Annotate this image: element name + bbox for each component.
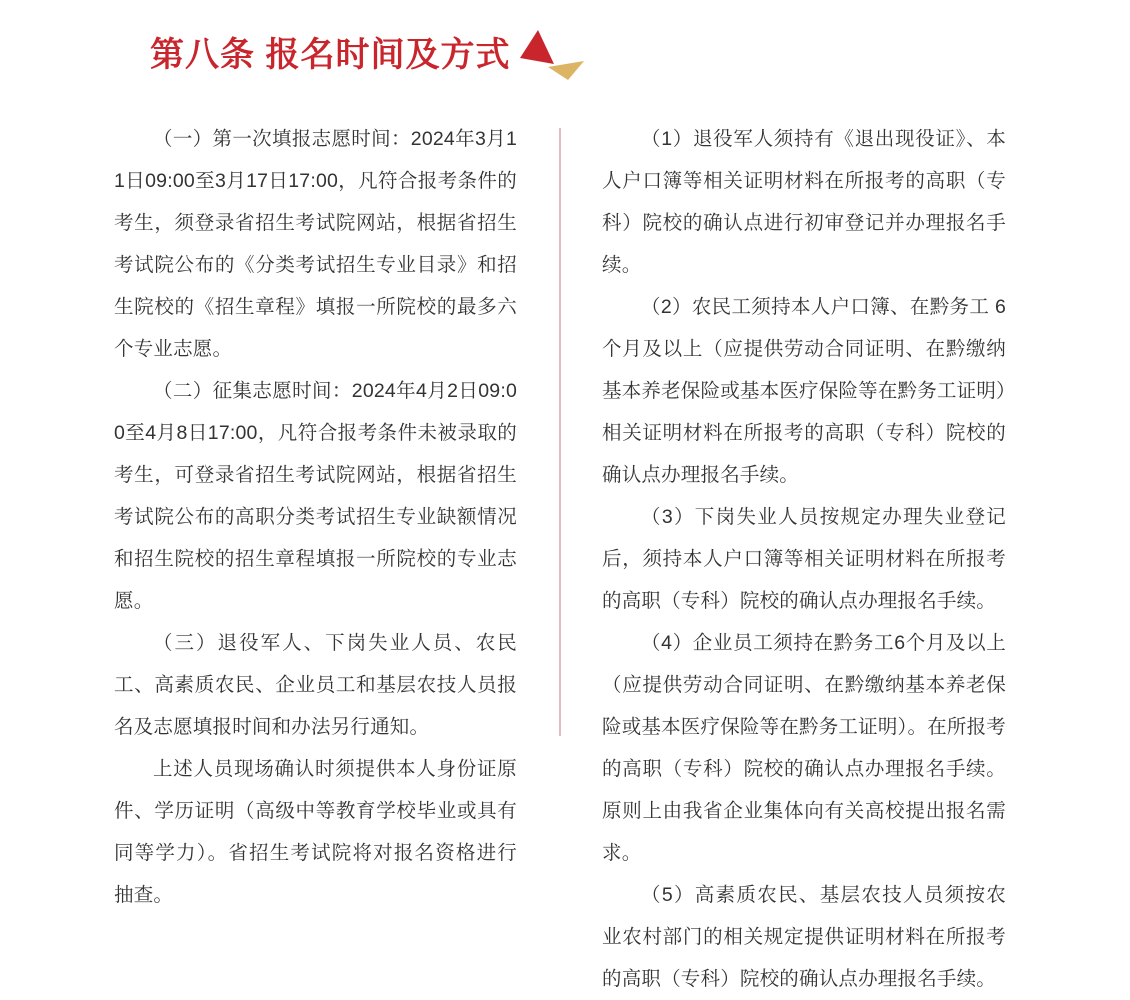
- double-triangle-ornament-icon: [512, 28, 598, 82]
- paragraph: （二）征集志愿时间：2024年4月2日09:00至4月8日17:00，凡符合报考条件未被录取的考生，可登录省招生考试院网站，根据省招生考试院公布的高职分类考试招生专业缺额情况和招生院校的招生章程填报一所院校的专业志愿。: [114, 380, 517, 612]
- paragraph: （3）下岗失业人员按规定办理失业登记后，须持本人户口簿等相关证明材料在所报考的高职（专科）院校的确认点办理报名手续。: [602, 506, 1006, 612]
- paragraph: （三）退役军人、下岗失业人员、农民工、高素质农民、企业员工和基层农技人员报名及志愿填报时间和办法另行通知。: [114, 632, 517, 738]
- column-divider: [559, 128, 561, 736]
- document-header: [0, 0, 1130, 110]
- paragraph: 上述人员现场确认时须提供本人身份证原件、学历证明（高级中等教育学校毕业或具有同等学力）。省招生考试院将对报名资格进行抽查。: [114, 758, 517, 906]
- page-title: 第八条 报名时间及方式: [150, 36, 511, 74]
- paragraph: （1）退役军人须持有《退出现役证》、本人户口簿等相关证明材料在所报考的高职（专科）院校的确认点进行初审登记并办理报名手续。: [602, 128, 1006, 276]
- left-text-column: [114, 118, 517, 916]
- paragraph: （5）高素质农民、基层农技人员须按农业农村部门的相关规定提供证明材料在所报考的高职（专科）院校的确认点办理报名手续。: [602, 884, 1006, 990]
- right-text-column: [602, 118, 1006, 1000]
- paragraph: （一）第一次填报志愿时间：2024年3月11日09:00至3月17日17:00，凡符合报考条件的考生，须登录省招生考试院网站，根据省招生考试院公布的《分类考试招生专业目录》和招生院校的《招生章程》填报一所院校的最多六个专业志愿。: [114, 128, 517, 360]
- paragraph: （2）农民工须持本人户口簿、在黔务工 6 个月及以上（应提供劳动合同证明、在黔缴纳基本养老保险或基本医疗保险等在黔务工证明）相关证明材料在所报考的高职（专科）院校的确认点办理报名手续。: [602, 296, 1006, 486]
- paragraph: （4）企业员工须持在黔务工6个月及以上（应提供劳动合同证明、在黔缴纳基本养老保险或基本医疗保险等在黔务工证明）。在所报考的高职（专科）院校的确认点办理报名手续。原则上由我省企业集体向有关高校提出报名需求。: [602, 632, 1006, 864]
